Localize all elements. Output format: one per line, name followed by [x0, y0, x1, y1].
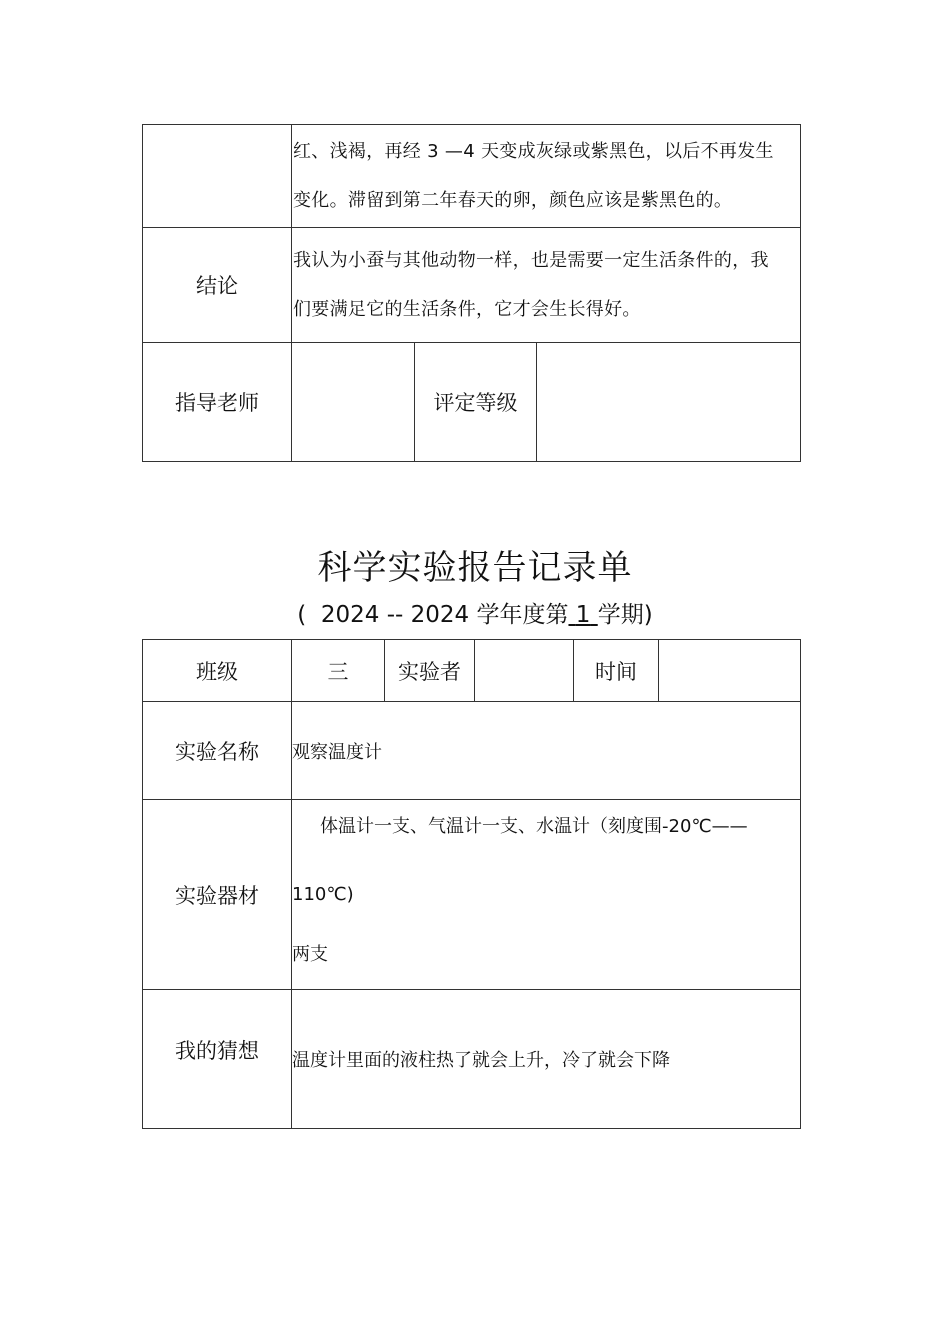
- experiment-name-label: 实验名称: [143, 702, 292, 800]
- subtitle-suffix: 学期): [597, 602, 653, 628]
- conclusion-line-2: 们要满足它的生活条件，它才会生长得好。: [293, 299, 641, 320]
- guess-value: 温度计里面的液柱热了就会上升，冷了就会下降: [292, 990, 801, 1129]
- equipment-line-1: 体温计一支、气温计一支、水温计（刻度围-20℃——: [320, 816, 748, 837]
- grade-value[interactable]: [537, 343, 801, 462]
- class-value: 三: [292, 640, 385, 702]
- observation-record-table: [142, 124, 801, 462]
- term-number: 1: [575, 602, 591, 628]
- time-label: 时间: [574, 640, 659, 702]
- teacher-value[interactable]: [292, 343, 415, 462]
- empty-label-cell: [143, 125, 292, 228]
- grade-label: 评定等级: [415, 343, 537, 462]
- equipment-label: 实验器材: [143, 800, 292, 990]
- report-title: 科学实验报告记录单: [317, 548, 633, 588]
- guess-label: 我的猜想: [143, 990, 292, 1129]
- subtitle-prefix: ( 2024 -- 2024 学年度第: [297, 602, 569, 628]
- experiment-name-value: 观察温度计: [292, 702, 801, 800]
- report-subtitle: [0, 596, 950, 629]
- time-value[interactable]: [659, 640, 801, 702]
- conclusion-line-1: 我认为小蚕与其他动物一样，也是需要一定生活条件的，我: [293, 250, 769, 271]
- experiment-report-table: [142, 639, 801, 1129]
- experimenter-value[interactable]: [475, 640, 574, 702]
- observation-line-1: 红、浅褐，再经 3 —4 天变成灰绿或紫黑色，以后不再发生: [293, 141, 774, 162]
- equipment-line-3: 两支: [292, 944, 328, 965]
- equipment-cell: [292, 800, 801, 990]
- observation-line-2: 变化。滞留到第二年春天的卵，颜色应该是紫黑色的。: [293, 190, 733, 211]
- experimenter-label: 实验者: [385, 640, 475, 702]
- conclusion-cell: [292, 228, 801, 343]
- class-label: 班级: [143, 640, 292, 702]
- teacher-label: 指导老师: [143, 343, 292, 462]
- observation-continued-cell: [292, 125, 801, 228]
- conclusion-label: 结论: [143, 228, 292, 343]
- equipment-line-2: 110℃): [292, 884, 354, 905]
